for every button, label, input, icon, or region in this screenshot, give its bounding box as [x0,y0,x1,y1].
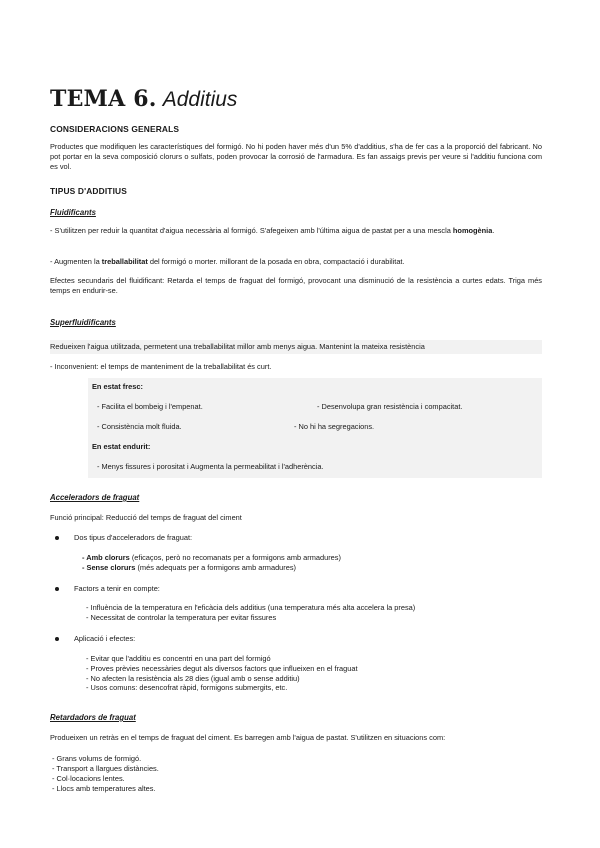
acceleradors-b1-item-2 [82,563,341,573]
acceleradors-bullet-3-items [86,654,358,693]
superfluidificants-paragraph-1: Redueixen l'aigua utilitzada, permetent una treballabilitat millor amb menys aigua. Mantenint la mateixa resistència [50,340,542,354]
acceleradors-b3-item-4: - Usos comuns: desencofrat ràpid, formigons submergits, etc. [86,683,288,693]
bullet-icon [55,637,59,641]
superfluidificants-paragraph-2: - Inconvenient: el temps de manteniment de la treballabilitat és curt. [50,362,272,371]
acceleradors-heading: Acceleradors de fraguat [50,493,140,502]
acceleradors-bullet-3-title: Aplicació i efectes: [74,634,136,643]
fluidificants-p2-text: - Augmenten la [50,257,102,266]
estat-fresc-label: En estat fresc: [92,382,143,391]
fluidificants-paragraph-2 [50,257,405,267]
sense-clorurs-label: - Sense clorurs [82,562,136,572]
bullet-icon [55,587,59,591]
acceleradors-intro: Funció principal: Reducció del temps de fraguat del ciment [50,513,242,522]
acceleradors-bullet-2-items [86,603,415,623]
fluidificants-p1-text: - S'utilitzen per reduir la quantitat d'aigua necessària al formigó. S'afegeixen amb l'última aigua de pastat per a una mescla [50,226,453,235]
title-number: TEMA 6. [50,86,157,112]
consideracions-heading: CONSIDERACIONS GENERALS [50,124,180,134]
fluidificants-paragraph-3: Efectes secundaris del fluidificant: Retarda el temps de fraguat del formigó, provocant una disminució de la resistència a curtes edats. Triga més temps en endurir-se. [50,276,542,296]
estat-fresc-item-1: - Facilita el bombeig i l'empenat. [97,402,203,411]
retardadors-item-3: - Col·locacions lentes. [52,773,125,783]
fluidificants-heading: Fluidificants [50,208,96,217]
retardadors-list [52,754,159,794]
acceleradors-b3-item-3: - No afecten la resistència als 28 dies (igual amb o sense additiu) [86,673,300,683]
estat-fresc-item-2: - Desenvolupa gran resistència i compacitat. [317,402,463,411]
estat-fresc-item-3: - Consistència molt fluida. [97,422,182,431]
superfluidificants-heading: Superfluidificants [50,318,116,327]
acceleradors-bullet-2-title: Factors a tenir en compte: [74,584,160,593]
acceleradors-b1-item-1 [82,553,341,563]
acceleradors-bullet-1-title: Dos tipus d'acceleradors de fraguat: [74,533,193,542]
estat-endurit-label: En estat endurit: [92,442,151,451]
sense-clorurs-desc: (més adequats per a formigons amb armadures) [135,562,297,572]
acceleradors-bullet-1-items [82,553,341,573]
fluidificants-paragraph-1 [50,226,542,236]
fluidificants-p1-end: . [492,226,495,235]
amb-clorurs-desc: (eficaços, però no recomanats per a formigons amb armadures) [129,553,341,562]
acceleradors-b2-item-2: - Necessitat de controlar la temperatura per evitar fissures [86,612,277,622]
retardadors-item-2: - Transport a llargues distàncies. [52,763,159,773]
fluidificants-p2-bold: treballabilitat [101,257,148,266]
acceleradors-b2-item-1: - Influència de la temperatura en l'eficàcia dels additius (una temperatura més alta accelera la presa) [86,603,416,612]
bullet-icon [55,536,59,540]
page-title [50,86,237,112]
fluidificants-p2-end: del formigó o morter. millorant de la posada en obra, compactació i durabilitat. [147,257,405,266]
superfluidificants-effects-box [88,378,542,478]
acceleradors-b3-item-2: - Proves prèvies necessàries degut als diversos factors que influeixen en el fraguat [86,663,358,673]
retardadors-item-4: - Llocs amb temperatures altes. [52,783,156,793]
amb-clorurs-label: - Amb clorurs [82,553,130,562]
consideracions-text: Productes que modifiquen les característiques del formigó. No hi poden haver més d'un 5% d'additius, s'ha de fer cas a la proporció del fabricant. No pot portar en la seva composició clorurs o sulfats, poden provocar la corrosió de l'armadura. Es fan assaigs previs per veure si l'additiu funciona com es vol. [50,142,542,172]
estat-endurit-item-1: - Menys fissures i porositat i Augmenta la permeabilitat i l'adherència. [97,462,324,471]
tipus-heading: TIPUS D'ADDITIUS [50,186,127,196]
fluidificants-p1-bold: homogènia [452,226,493,235]
retardadors-heading: Retardadors de fraguat [50,713,136,722]
title-name: Additius [162,88,238,111]
retardadors-item-1: - Grans volums de formigó. [52,754,142,763]
retardadors-intro: Produeixen un retràs en el temps de fraguat del ciment. Es barregen amb l'aigua de pastat. S'utilitzen en situacions com: [50,733,446,742]
acceleradors-b3-item-1: - Evitar que l'additiu es concentri en una part del formigó [86,654,271,663]
estat-fresc-item-4: - No hi ha segregacions. [294,422,375,431]
